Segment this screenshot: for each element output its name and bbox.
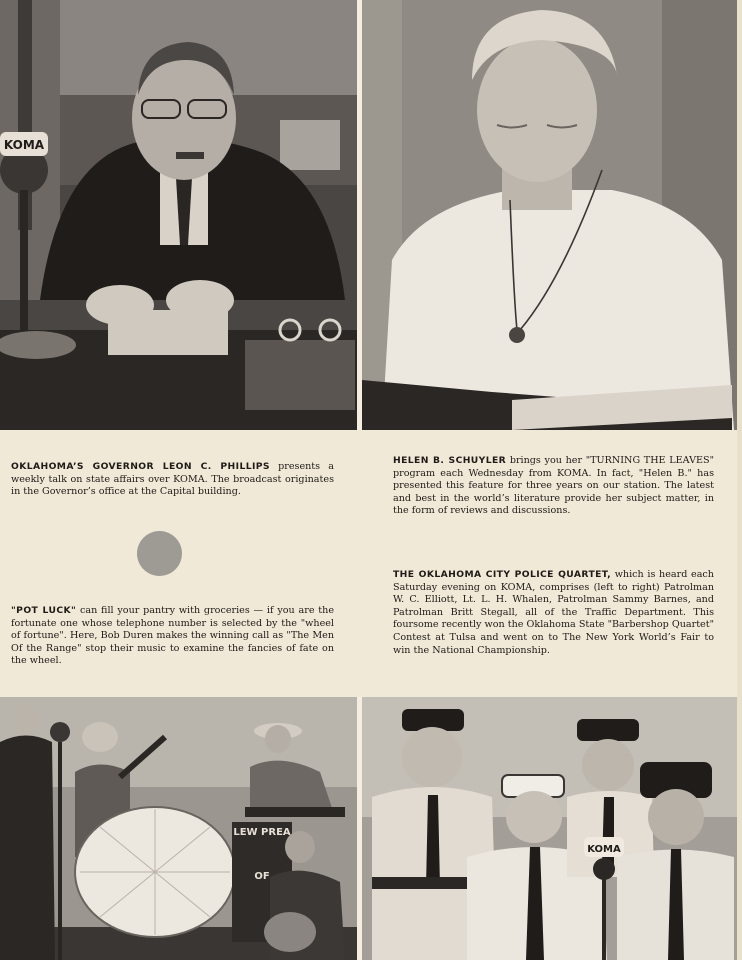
governor-caption-body: presents a weekly talk on state affairs over KOMA. The broadcast originates in the Governor’s office at the Capital building. (11, 461, 334, 498)
schuyler-caption (393, 455, 714, 518)
potluck-caption (11, 605, 334, 668)
photo-divider-top (357, 0, 362, 430)
quartet-caption-lead: THE OKLAHOMA CITY POLICE QUARTET, (393, 569, 612, 580)
governor-caption (11, 461, 334, 499)
potluck-photo-drawing (0, 697, 357, 960)
schuyler-caption-lead: HELEN B. SCHUYLER (393, 455, 507, 466)
governor-caption-lead: OKLAHOMA’S GOVERNOR LEON C. PHILLIPS (11, 461, 270, 472)
potluck-caption-body: can fill your pantry with groceries — if you are the fortunate one whose telephone number is selected by the "wheel of fortune". Here, Bob Duren makes the winning call as "The Men Of the Range" stop their music to examine the fancies of fate on the wheel. (11, 605, 335, 667)
page-right-edge (737, 0, 742, 960)
governor-photo-drawing (0, 0, 357, 430)
quartet-mic-flag-text: KOMA (587, 844, 621, 855)
mic-flag-text: KOMA (3, 138, 45, 152)
potluck-photo (0, 697, 357, 960)
schuyler-caption-body: brings you her "TURNING THE LEAVES" program each Wednesday from KOMA. In fact, "Helen B." has presented this feature for three years on our station. The latest and best in the world’s literature provide her subject matter, in the form of reviews and discussions. (393, 455, 714, 517)
quartet-caption (393, 569, 714, 657)
potluck-caption-lead: "POT LUCK" (11, 605, 77, 616)
decorative-dot (137, 531, 182, 576)
schuyler-photo-drawing (362, 0, 737, 430)
schuyler-photo (362, 0, 737, 430)
quartet-photo-drawing (362, 697, 737, 960)
drum-text-2: OF (254, 871, 270, 882)
governor-photo (0, 0, 357, 430)
drum-text-1: LEW PREA (233, 827, 291, 838)
photo-divider-bottom (357, 697, 362, 960)
quartet-photo (362, 697, 737, 960)
quartet-caption-body: which is heard each Saturday evening on KOMA, comprises (left to right) Patrolman W. C. Elliott, Lt. L. H. Whalen, Patrolman Sammy Barnes, and Patrolman Britt Stegall, all of the Traffic Department. This foursome recently won the Oklahoma State "Barbershop Quartet" Contest at Tulsa and went on to The New York World’s Fair to win the National Championship. (393, 569, 714, 656)
